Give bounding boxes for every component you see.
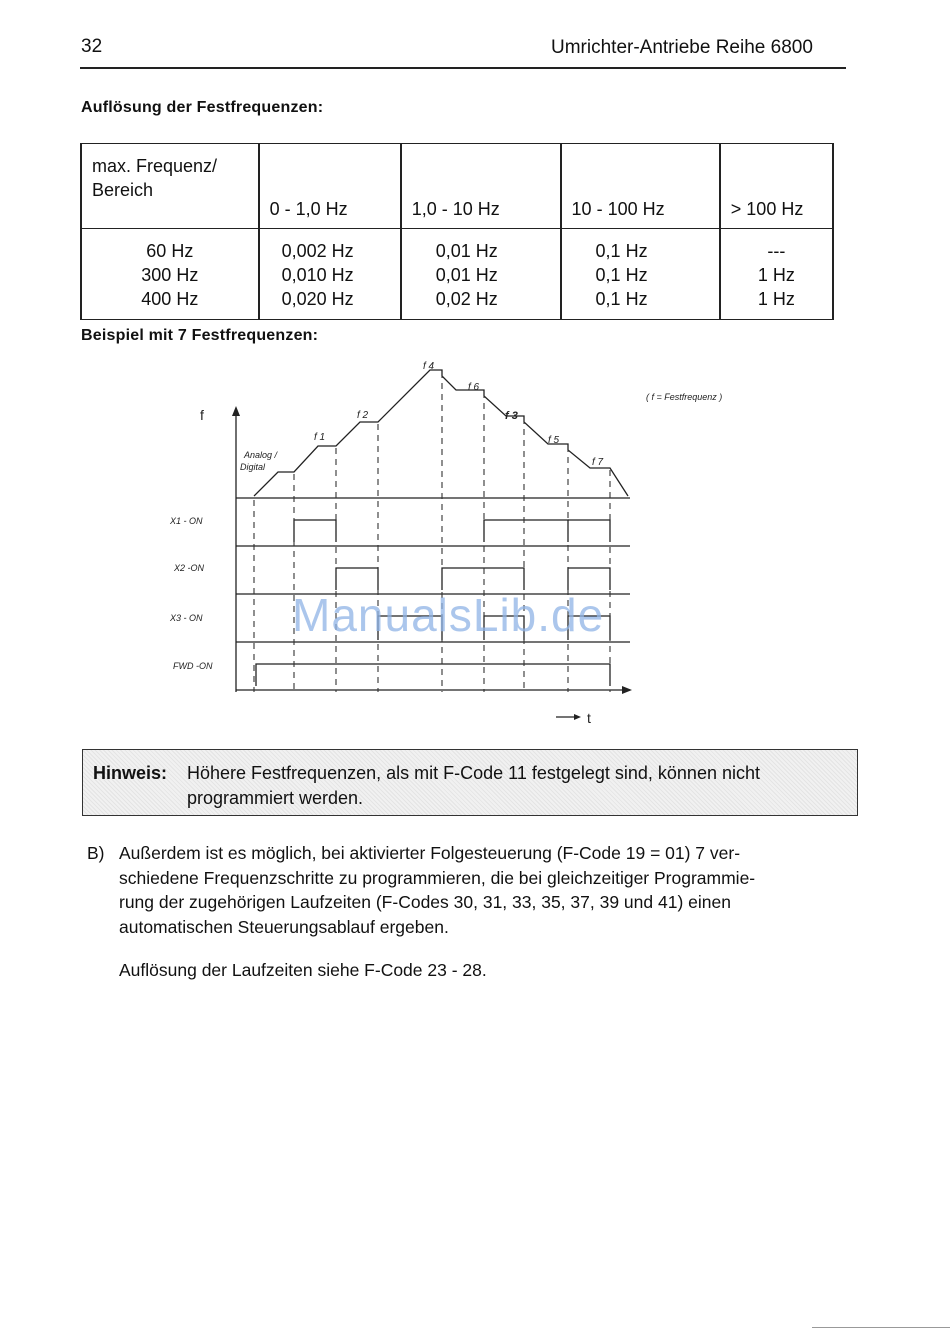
x1-pulse	[568, 520, 610, 542]
signal-label-x3: X3 - ON	[170, 613, 203, 623]
header-rule	[80, 67, 846, 69]
table-cell: 0,01 Hz	[435, 241, 498, 261]
table-cell: 0,002 Hz	[281, 241, 354, 261]
table-cell: 0,1 Hz	[595, 289, 648, 309]
time-legend-arrowhead	[574, 714, 581, 720]
header-max-frequency	[81, 144, 259, 229]
signal-label-x1: X1 - ON	[170, 516, 203, 526]
running-title: Umrichter-Antriebe Reihe 6800	[551, 37, 813, 58]
cell-range-2	[401, 229, 561, 320]
x2-pulse	[336, 568, 378, 590]
x1-pulse	[294, 520, 336, 542]
table-cell: 0,02 Hz	[435, 289, 498, 309]
paragraph-label: B)	[87, 843, 105, 863]
time-axis-arrowhead	[622, 686, 632, 694]
fwd-pulse	[256, 664, 610, 686]
header-line-1: max. Frequenz/	[92, 156, 218, 176]
paragraph-b-text	[119, 841, 859, 939]
signal-label-fwd: FWD -ON	[173, 661, 213, 671]
frequency-curve	[254, 370, 628, 496]
table-cell: 60 Hz	[146, 241, 194, 261]
header-line-2: Bereich	[92, 180, 154, 200]
table-cell: 1 Hz	[757, 289, 795, 309]
paragraph-line: schiedene Frequenzschritte zu programmieren, die bei gleichzeitiger Programmie-	[119, 867, 756, 888]
note-text-line: programmiert werden.	[187, 788, 364, 808]
freq-label-f1: f 1	[314, 432, 326, 443]
paragraph-line: Außerdem ist es möglich, bei aktivierter Folgesteuerung (F-Code 19 = 01) 7 ver-	[119, 843, 741, 863]
digital-label: Digital	[240, 462, 266, 472]
table-cell: 0,1 Hz	[595, 265, 648, 285]
page-number: 32	[81, 36, 103, 57]
note-label: Hinweis:	[93, 763, 168, 783]
freq-label-f6: f 6	[468, 382, 480, 393]
table-cell: 0,1 Hz	[595, 241, 648, 261]
note-text-line: Höhere Festfrequenzen, als mit F-Code 11 festgelegt sind, können nicht	[187, 763, 760, 783]
paragraph-line: rung der zugehörigen Laufzeiten (F-Codes 30, 31, 33, 35, 37, 39 und 41) einen	[119, 892, 731, 912]
table-cell: 0,01 Hz	[435, 265, 498, 285]
fixed-frequency-timing-diagram	[160, 350, 780, 730]
freq-label-f5: f 5	[548, 435, 560, 446]
section-heading-example: Beispiel mit 7 Festfrequenzen:	[81, 327, 319, 344]
table-cell: 0,010 Hz	[281, 265, 354, 285]
footer-rule	[812, 1327, 950, 1328]
freq-label-f2: f 2	[357, 410, 369, 421]
signal-label-x2: X2 -ON	[174, 563, 205, 573]
time-label: t	[587, 710, 591, 726]
y-axis-label: f	[200, 407, 204, 423]
x2-pulse	[442, 568, 524, 590]
column-header: 10 - 100 Hz	[561, 144, 720, 229]
column-header: 1,0 - 10 Hz	[401, 144, 561, 229]
cell-range-3	[561, 229, 720, 320]
column-header: > 100 Hz	[720, 144, 833, 229]
freq-label-f7: f 7	[592, 457, 604, 468]
table-cell: ---	[767, 241, 786, 261]
freq-label-f4: f 4	[423, 361, 435, 372]
y-axis-arrowhead	[232, 406, 240, 416]
table-cell: 400 Hz	[141, 289, 199, 309]
cell-range-1	[259, 229, 401, 320]
watermark: ManualsLib.de	[292, 589, 605, 641]
x2-pulse	[568, 568, 610, 590]
paragraph-line: automatischen Steuerungsablauf ergeben.	[119, 916, 449, 937]
column-header: 0 - 1,0 Hz	[259, 144, 401, 229]
paragraph-aux: Auflösung der Laufzeiten siehe F-Code 23 - 28.	[119, 960, 487, 980]
x1-pulse	[484, 520, 568, 542]
cell-range-4	[720, 229, 833, 320]
table-cell: 0,020 Hz	[281, 289, 354, 309]
freq-label-f3: f 3	[505, 410, 518, 422]
legend-note: ( f = Festfrequenz )	[646, 392, 723, 402]
table-header-row	[81, 144, 833, 229]
table-cell: 1 Hz	[757, 265, 795, 285]
resolution-table	[80, 143, 834, 320]
table-body-row	[81, 229, 833, 320]
analog-label: Analog /	[244, 450, 278, 460]
table-cell: 300 Hz	[141, 265, 199, 285]
section-heading-resolution: Auflösung der Festfrequenzen:	[81, 99, 324, 116]
cell-max-frequencies	[81, 229, 259, 320]
